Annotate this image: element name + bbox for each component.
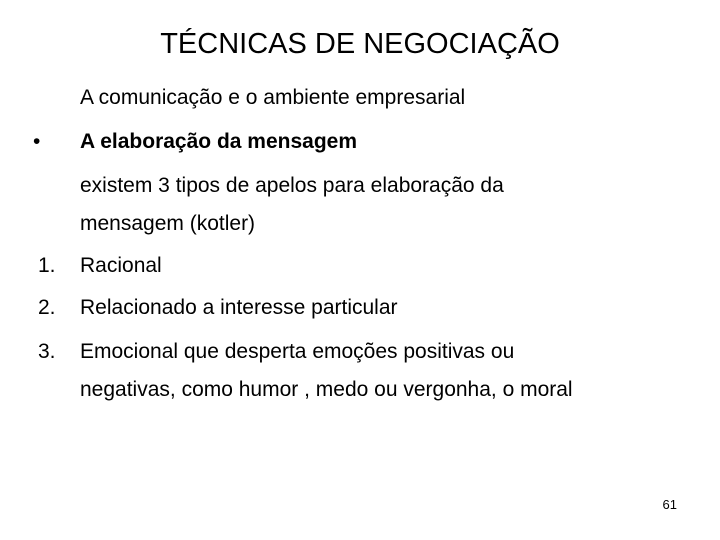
item-text-1: Racional bbox=[80, 254, 162, 277]
intro-text-line-1: existem 3 tipos de apelos para elaboração da bbox=[80, 174, 504, 197]
bullet-marker: • bbox=[33, 130, 41, 153]
slide-title: TÉCNICAS DE NEGOCIAÇÃO bbox=[160, 28, 560, 60]
item-text-3-line-2: negativas, como humor , medo ou vergonha, o moral bbox=[80, 378, 573, 401]
item-number-1: 1. bbox=[38, 254, 56, 277]
bullet-heading: A elaboração da mensagem bbox=[80, 130, 357, 153]
item-number-3: 3. bbox=[38, 340, 56, 363]
intro-text-line-2: mensagem (kotler) bbox=[80, 212, 256, 235]
item-text-2: Relacionado a interesse particular bbox=[80, 296, 398, 319]
item-number-2: 2. bbox=[38, 296, 56, 319]
item-text-3-line-1: Emocional que desperta emoções positivas ou bbox=[80, 340, 515, 363]
page-number: 61 bbox=[662, 497, 677, 512]
slide-subtitle: A comunicação e o ambiente empresarial bbox=[80, 86, 466, 109]
